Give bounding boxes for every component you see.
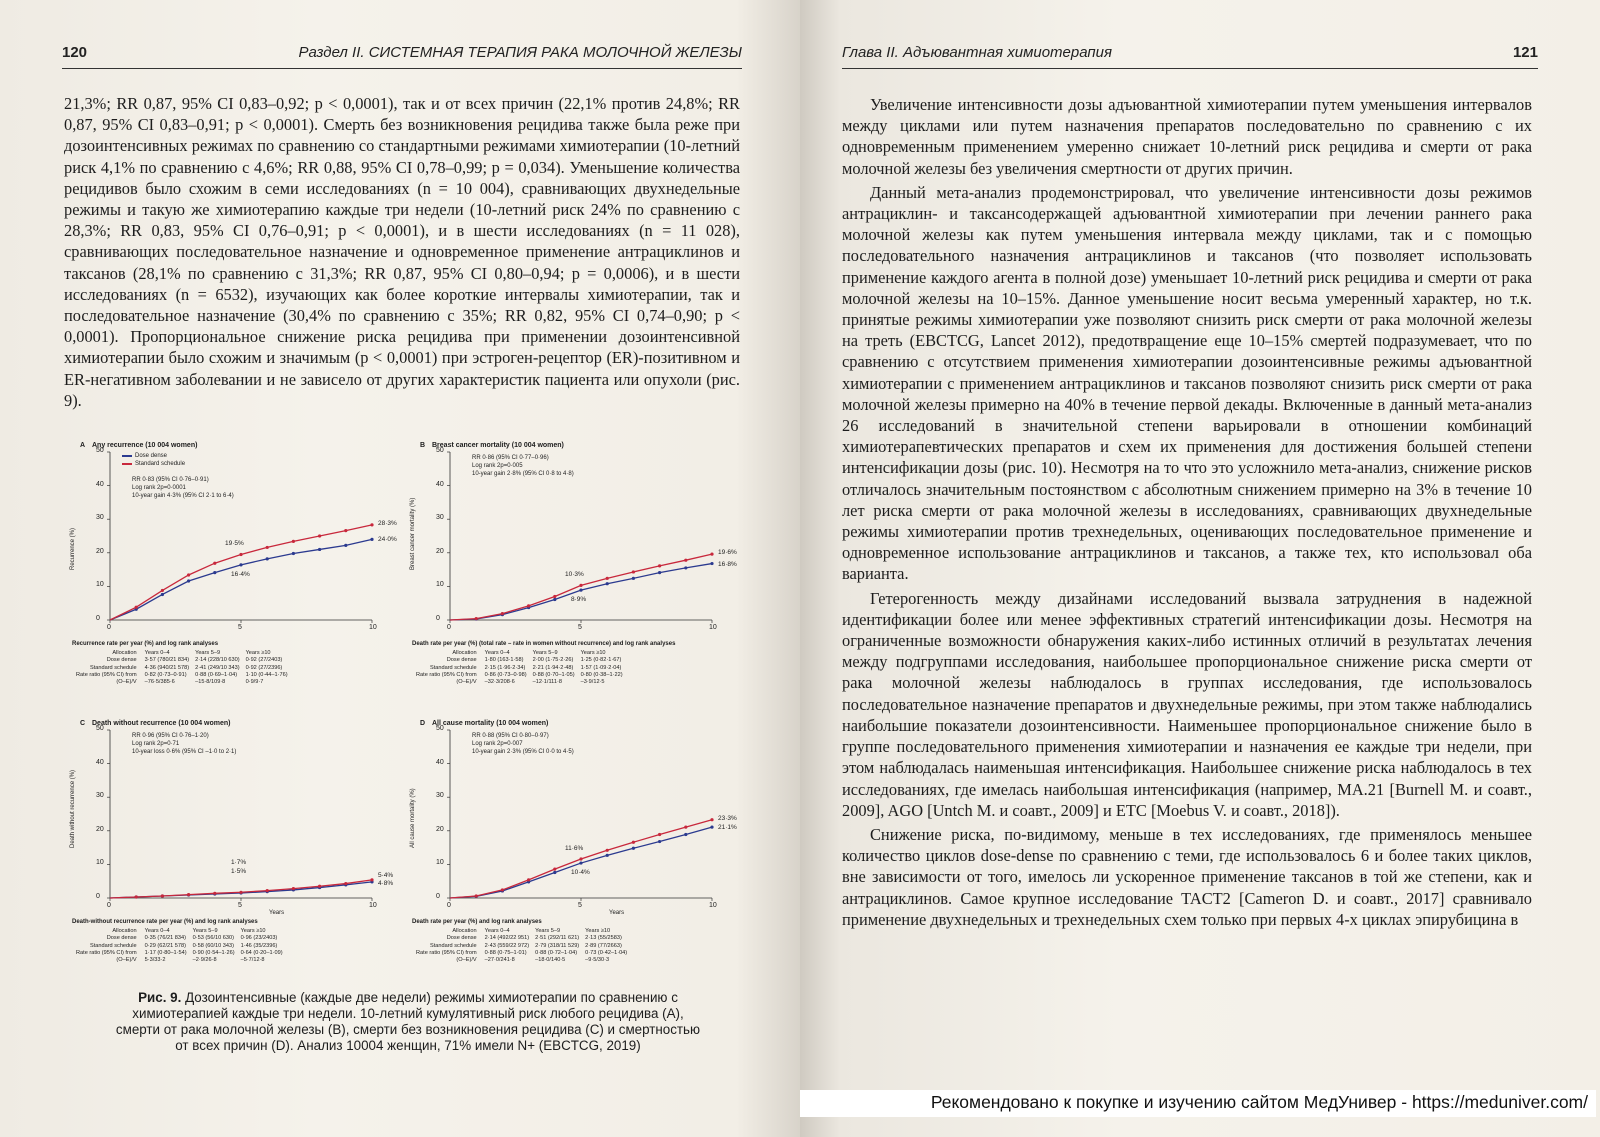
stat-line: RR 0·86 (95% CI 0·77–0·96) [472, 455, 549, 461]
stat-line: RR 0·96 (95% CI 0·76–1·20) [132, 733, 209, 739]
table-header-cell: Allocation [452, 928, 477, 934]
data-label: 4·8% [378, 879, 394, 887]
y-tick-label: 20 [96, 547, 104, 555]
paragraph: Гетерогенность между дизайнами исследований вызвала затруднения в надежной идентификации более или менее эффективных стратегий интенсификации дозы. Несмотря на ограниченные возможности обнаружения каких-либо истинных отличий в результатах лечения между подгруппами исследования, наибольшее пропорциональное снижение риска смерти от рака молочной железы наблюдалось в группах исследования, где использовалось последовательное назначение препаратов и двухнедельные режимы, при этом также наблюдались наибольшие показатели дозоинтенсивности. Наименьшее пропорциональное снижение было в группе последовательного применения химиотерапии и назначения ее каждые три недели, при этом наблюдалась наименьшая интенсификация. Наибольшее снижение риска наблюдалось в тех исследованиях, где имелась наибольшая интенсификация (например, MA.21 [Burnell M. и соавт., 2009], AGO [Untch M. и соавт., 2009] и ETC [Moebus V. и соавт., 2018]). [842, 588, 1532, 820]
table-row [76, 679, 294, 686]
data-point [684, 566, 687, 569]
data-point [632, 577, 635, 580]
table-row [416, 672, 629, 679]
table-header-row [416, 928, 633, 935]
data-label: 10·3% [565, 571, 584, 579]
data-point [606, 582, 609, 585]
table-cell: 0·92 (27/2403) [245, 657, 283, 664]
paragraph: Увеличение интенсивности дозы адъювантной химиотерапии путем уменьшения интервалов между циклами или путем назначения препаратов последовательно по сравнению с их одновременным применением умеренно снижает 10-летний риск рецидива и смерти от рака молочной железы без увеличения смертности от других причин. [842, 95, 1532, 178]
data-point [239, 553, 242, 556]
data-point [579, 588, 582, 591]
table-cell: 0·86 (0·73–0·98) [484, 671, 527, 678]
table-row [76, 665, 294, 672]
data-point [501, 888, 504, 891]
y-tick-label: 20 [436, 825, 444, 833]
table-cell: 0·35 (76/21 834) [144, 935, 186, 942]
panel-title: Breast cancer mortality (10 004 women) [432, 442, 564, 449]
y-tick-label: 30 [436, 514, 444, 522]
table-cell: 2·89 (77/2663) [585, 942, 622, 949]
rate-table [416, 650, 629, 686]
footer-banner: Рекомендовано к покупке и изучению сайтом МедУнивер - https://meduniver.com/ [800, 1090, 1596, 1117]
data-point [579, 857, 582, 860]
data-point [710, 826, 713, 829]
line-chart [412, 718, 748, 918]
table-cell: 0·88 (0·75–1·01) [484, 949, 527, 956]
table-cell: 1·57 (1·09·2·04) [580, 664, 622, 671]
table-cell: –27·0/241·8 [484, 957, 515, 964]
y-tick-label: 10 [96, 581, 104, 589]
data-point [553, 598, 556, 601]
data-point [161, 593, 164, 596]
legend-label: Dose dense [135, 453, 168, 459]
data-point [527, 878, 530, 881]
series-line-standard [450, 554, 712, 620]
table-cell: 0·29 (62/21 578) [144, 942, 186, 949]
table-row [416, 665, 629, 672]
y-tick-label: 0 [96, 615, 100, 622]
data-point [553, 595, 556, 598]
table-header-cell: Years 0–4 [144, 650, 170, 656]
paragraph: Данный мета-анализ продемонстрировал, что увеличение интенсивности дозы режимов антрациклин- и таксансодержащей адъювантной химиотерапии при лечении раннего рака молочной железы как путем уменьшения интервала между циклами, так и с помощью последовательного назначения антрациклинов и таксанов (что позволяет использовать применение каждого агента в полной дозе) уменьшает 10-летний риск рецидива и смерти от рака молочной железы на 10–15%. Данное уменьшение носит весьма умеренный характер, но т.к. принятые режимы химиотерапии уже позволяют снизить риск смерти от рака молочной железы на треть (EBCTCG, Lancet 2012), предотвращение еще 10–15% смертей подразумевает, что по сравнению с отсутствием применения химиотерапии дозоинтенсивные режимы адъювантной химиотерапии с применением антрациклинов и таксанов позволяют снизить риск смерти от рака молочной железы примерно на 40% в течение первой декады. Включенные в данный мета-анализ 26 исследований в значительной степени варьировали в отношении комбинаций химиотерапевтических препаратов и схем их применения для достижения большей степени интенсификации дозы (рис. 10). Несмотря на то что это усложнило мета-анализ, снижение рисков отличалось значительным постоянством с абсолютным снижением примерно на 3% в течение 10 лет риска смерти от рака молочной железы в исследованиях, сравнивающих двухнедельные режимы химиотерапии против трехнедельных, оценивающих последовательное применение и одновременное использование антрациклинов и таксанов, а также тех, кто использовал оба варианта. [842, 182, 1532, 584]
table-header-cell: Years 5–9 [535, 928, 561, 934]
row-label: Rate ratio (95% CI) from [416, 671, 477, 678]
data-point [370, 878, 373, 881]
data-label: 19·5% [225, 540, 244, 548]
data-point [318, 885, 321, 888]
caption-label: Рис. 9. [138, 990, 182, 1005]
table-cell: 3·57 (780/21 834) [144, 657, 190, 664]
x-tick-label: 0 [447, 902, 451, 909]
table-cell: –15·8/109·8 [195, 679, 226, 686]
data-point [632, 841, 635, 844]
table-header-cell: Years ≥10 [580, 650, 606, 656]
rate-table [76, 928, 289, 964]
table-header-cell: Years 0–4 [484, 928, 510, 934]
data-point [553, 871, 556, 874]
data-point [292, 540, 295, 543]
table-row [416, 957, 633, 964]
y-tick-label: 50 [96, 725, 104, 732]
table-cell: 2·15 (1·96·2·34) [484, 664, 526, 671]
running-header-right [842, 40, 1538, 69]
data-label: 10·4% [571, 869, 590, 877]
table-cell: 1·46 (35/2396) [240, 942, 278, 949]
data-label: 1·5% [231, 868, 247, 876]
data-point [501, 612, 504, 615]
data-point [710, 553, 713, 556]
data-point [292, 887, 295, 890]
stat-line: RR 0·83 (95% CI 0·76–0·91) [132, 477, 209, 483]
y-axis-label: Death without recurrence (%) [70, 769, 76, 848]
data-point [213, 892, 216, 895]
table-cell: –18·0/140·5 [535, 957, 566, 964]
data-point [710, 562, 713, 565]
data-point [710, 818, 713, 821]
table-header-cell: Allocation [112, 650, 137, 656]
row-label: (O–E)/V [116, 679, 137, 686]
table-row [416, 950, 633, 957]
y-tick-label: 40 [436, 758, 444, 766]
y-tick-label: 10 [436, 581, 444, 589]
data-point [370, 538, 373, 541]
table-header-cell: Years 5–9 [532, 650, 558, 656]
x-tick-label: 10 [709, 624, 717, 631]
running-header-left [62, 40, 742, 69]
y-tick-label: 10 [436, 859, 444, 867]
table-header-row [416, 650, 629, 657]
panel-title: Death without recurrence (10 004 women) [92, 720, 231, 727]
chart-panel-a [72, 440, 408, 714]
data-point [266, 557, 269, 560]
data-point [684, 559, 687, 562]
x-tick-label: 5 [238, 624, 242, 631]
axes [110, 452, 372, 620]
chart-panel-b [412, 440, 748, 714]
table-header-row [76, 650, 294, 657]
figure-caption [110, 990, 706, 1054]
data-point [684, 826, 687, 829]
table-cell: 1·25 (0·82·1·67) [580, 657, 622, 664]
table-cell: 2·51 (292/11 621) [535, 935, 580, 942]
row-label: Dose dense [106, 657, 137, 664]
table-cell: 5·3/33·2 [144, 957, 166, 964]
x-tick-label: 10 [369, 624, 377, 631]
data-point [658, 833, 661, 836]
stat-line: 10-year loss 0·6% (95% CI –1·0 to 2·1) [132, 749, 237, 755]
data-point [135, 606, 138, 609]
table-cell: 2·14 (228/10 630) [195, 657, 240, 664]
table-cell: 2·00 (1·75·2·26) [532, 657, 574, 664]
y-tick-label: 0 [96, 893, 100, 900]
table-cell: 0·92 (27/2396) [245, 664, 283, 671]
table-cell: 0·82 (0·73–0·91) [144, 671, 187, 678]
table-cell: 2·79 (318/11 529) [535, 942, 580, 949]
table-header-cell: Years ≥10 [245, 650, 271, 656]
data-point [161, 894, 164, 897]
table-cell: 1·10 (0·44–1·76) [245, 671, 288, 678]
y-tick-label: 20 [436, 547, 444, 555]
data-point [187, 893, 190, 896]
data-point [684, 833, 687, 836]
rate-table-title: Death rate per year (%) and log rank analyses [412, 919, 542, 925]
data-point [187, 579, 190, 582]
y-tick-label: 10 [96, 859, 104, 867]
data-point [632, 847, 635, 850]
table-cell: 0·90 (0·54–1·26) [192, 949, 235, 956]
row-label: Rate ratio (95% CI) from [76, 949, 137, 956]
data-point [135, 895, 138, 898]
data-label: 24·0% [378, 536, 397, 544]
stat-line: Log rank 2p=0·007 [472, 741, 523, 747]
panel-letter: A [80, 442, 86, 449]
table-row [416, 935, 633, 942]
data-point [239, 563, 242, 566]
data-point [344, 544, 347, 547]
body-text [64, 93, 740, 411]
row-label: Standard schedule [89, 664, 137, 671]
data-point [527, 604, 530, 607]
data-point [579, 584, 582, 587]
y-tick-label: 20 [96, 825, 104, 833]
rate-table [76, 650, 294, 686]
data-point [266, 889, 269, 892]
table-cell: 0·80 (0·38–1·22) [580, 671, 623, 678]
page-number: 121 [1512, 44, 1538, 61]
table-row [76, 957, 289, 964]
table-header-cell: Years ≥10 [240, 928, 266, 934]
stat-line: 10-year gain 4·3% (95% CI 2·1 to 6·4) [132, 493, 234, 499]
data-point [658, 840, 661, 843]
x-tick-label: 0 [107, 624, 111, 631]
data-point [266, 546, 269, 549]
data-point [606, 577, 609, 580]
stat-line: Log rank 2p=0·005 [472, 463, 523, 469]
paragraph: Снижение риска, по-видимому, меньше в тех исследованиях, где применялось меньшее количество циклов dose-dense по сравнению с теми, где использовалось 6 и более таких циклов, вне зависимости от того, имелось ли ускоренное применение таксанов в той же степени, как и антрациклинов. Самое крупное исследование TACT2 [Cameron D. и соавт., 2017] сравнивало применение двухнедельных и трехнедельных схем только при первых 4-х циклах эпирубицина в [842, 824, 1532, 929]
rate-table-title: Death rate per year (%) (total rate – rate in women without recurrence) and log rank analyses [412, 641, 676, 647]
data-point [213, 571, 216, 574]
table-cell: 2·43 (559/22 972) [484, 942, 530, 949]
data-point [606, 854, 609, 857]
table-header-row [76, 928, 289, 935]
data-point [606, 849, 609, 852]
x-tick-label: 0 [107, 902, 111, 909]
chart-panel-d [412, 718, 748, 992]
table-header-cell: Years 0–4 [144, 928, 170, 934]
data-point [553, 868, 556, 871]
row-label: Standard schedule [429, 664, 477, 671]
right-page [800, 0, 1600, 1137]
data-point [318, 534, 321, 537]
table-row [76, 943, 289, 950]
row-label: Standard schedule [429, 942, 477, 949]
row-label: Dose dense [446, 657, 477, 664]
data-point [475, 894, 478, 897]
panel-title: Any recurrence (10 004 women) [92, 442, 198, 449]
data-point [213, 562, 216, 565]
data-label: 16·8% [718, 560, 737, 568]
table-header-cell: Years 5–9 [192, 928, 218, 934]
data-point [292, 552, 295, 555]
table-cell: 4·36 (940/21 578) [144, 664, 190, 671]
data-point [579, 861, 582, 864]
stat-line: Log rank 2p=0·0001 [132, 485, 186, 491]
stat-line: RR 0·88 (95% CI 0·80–0·97) [472, 733, 549, 739]
table-row [76, 935, 289, 942]
table-cell: 2·14 (492/22 951) [484, 935, 530, 942]
table-header-cell: Years 0–4 [484, 650, 510, 656]
page-number: 120 [62, 44, 88, 61]
data-point [658, 571, 661, 574]
y-tick-label: 40 [96, 758, 104, 766]
rate-table [416, 928, 633, 964]
table-cell: –9·5/30·3 [585, 957, 610, 964]
panel-letter: D [420, 720, 426, 727]
x-tick-label: 5 [578, 624, 582, 631]
y-tick-label: 50 [96, 447, 104, 454]
row-label: Dose dense [446, 935, 477, 942]
data-label: 28·3% [378, 519, 397, 527]
x-tick-label: 10 [369, 902, 377, 909]
table-cell: 0·9/9·7 [245, 679, 264, 686]
table-cell: 0·73 (0·42–1·04) [585, 949, 628, 956]
data-label: 8·9% [571, 596, 587, 604]
table-row [76, 657, 294, 664]
row-label: (O–E)/V [116, 957, 137, 964]
x-tick-label: 0 [447, 624, 451, 631]
row-label: Standard schedule [89, 942, 137, 949]
table-cell: –12·1/111·8 [532, 679, 562, 686]
data-point [658, 564, 661, 567]
data-label: 5·4% [378, 871, 394, 879]
table-header-cell: Allocation [452, 650, 477, 656]
table-row [76, 672, 294, 679]
data-label: 19·6% [718, 549, 737, 557]
table-header-cell: Allocation [112, 928, 137, 934]
stat-line: 10-year gain 2·3% (95% CI 0·0 to 4·5) [472, 749, 574, 755]
table-cell: 0·96 (23/2403) [240, 935, 278, 942]
row-label: Rate ratio (95% CI) from [416, 949, 477, 956]
rate-table-title: Death-without recurrence rate per year (%) and log rank analyses [72, 919, 258, 925]
y-axis-label: Breast cancer mortality (%) [410, 497, 416, 570]
data-label: 11·6% [565, 845, 584, 853]
row-label: (O–E)/V [456, 957, 477, 964]
table-cell: 0·64 (0·20–1·09) [240, 949, 283, 956]
figure-9 [72, 440, 744, 996]
y-axis-label: All cause mortality (%) [410, 788, 416, 848]
body-text [842, 94, 1532, 933]
panel-letter: B [420, 442, 426, 449]
data-point [344, 529, 347, 532]
data-label: 1·7% [231, 859, 247, 867]
table-row [416, 943, 633, 950]
y-tick-label: 50 [436, 725, 444, 732]
caption-text: Дозоинтенсивные (каждые две недели) режимы химиотерапии по сравнению с химиотерапией каждые три недели. 10-летний кумулятивный риск любого рецидива (A), смерти от рака молочной железы (B), смерти без возникновения рецидива (C) и смертностью от всех причин (D). Анализ 10004 женщин, 71% имели N+ (EBCTCG, 2019) [115, 990, 701, 1053]
table-header-cell: Years ≥10 [585, 928, 611, 934]
y-tick-label: 40 [436, 480, 444, 488]
data-point [475, 617, 478, 620]
panel-letter: C [80, 720, 86, 727]
running-title: Глава II. Адъювантная химиотерапия [842, 44, 1113, 61]
y-tick-label: 30 [436, 792, 444, 800]
x-tick-label: 5 [578, 902, 582, 909]
data-point [344, 882, 347, 885]
data-point [239, 891, 242, 894]
data-label: 23·3% [718, 814, 737, 822]
x-axis-title: Years [269, 910, 285, 916]
table-cell: –76·5/385·6 [144, 679, 175, 686]
table-cell: 1·80 (163·1·58) [484, 657, 524, 664]
table-cell: 0·88 (0·72–1·04) [535, 949, 578, 956]
y-axis-label: Recurrence (%) [70, 527, 76, 570]
y-tick-label: 30 [96, 792, 104, 800]
chart-panel-c [72, 718, 408, 992]
panel-title: All cause mortality (10 004 women) [432, 720, 549, 727]
series-line-dose-dense [110, 539, 372, 620]
table-cell: 1·17 (0·80–1·54) [144, 949, 187, 956]
axes [450, 452, 712, 620]
table-cell: 2·41 (249/10 343) [195, 664, 240, 671]
stat-line: 10-year gain 2·8% (95% CI 0·8 to 4·8) [472, 471, 574, 477]
table-cell: 0·58 (60/10 343) [192, 942, 234, 949]
table-cell: –3·9/12·5 [580, 679, 605, 686]
running-title: Раздел II. СИСТЕМНАЯ ТЕРАПИЯ РАКА МОЛОЧНОЙ ЖЕЛЕЗЫ [298, 44, 742, 61]
data-label: 21·1% [718, 824, 737, 832]
x-tick-label: 5 [238, 902, 242, 909]
table-row [416, 657, 629, 664]
line-chart [412, 440, 748, 640]
table-cell: 0·53 (56/10 630) [192, 935, 234, 942]
table-cell: –5·7/12·8 [240, 957, 265, 964]
data-point [187, 573, 190, 576]
table-cell: 2·13 (55/2583) [585, 935, 622, 942]
table-cell: –2·9/26·8 [192, 957, 217, 964]
paragraph: 21,3%; RR 0,87, 95% CI 0,83–0,92; p < 0,0001), так и от всех причин (22,1% против 24,8%; RR 0,87, 95% CI 0,83–0,91; p < 0,0001). Смерть без возникновения рецидива также была реже при дозоинтенсивных режимах по сравнению со стандартными режимами химиотерапии (10-летний риск 4,1% по сравнению с 4,6%; RR 0,88, 95% CI 0,78–0,99; p = 0,034). Уменьшение количества рецидивов было схожим в семи исследованиях (n = 10 004), сравнивающих двухнедельные режимы и такую же химиотерапию каждые три недели (10-летний риск 24% по сравнению с 28,3%; RR 0,83, 95% CI 0,76–0,91; p < 0,0001), и в шести исследованиях (n = 11 028), сравнивающих последовательное назначение и одновременное применение антрациклинов и таксанов (28,1% по сравнению с 31,3%; RR 0,87, 95% CI 0,80–0,94; p = 0,0006), и в шести исследованиях (n = 6532), изучающих как более короткие интервалы химиотерапии, так и последовательное назначение (30,4% по сравнению с 35%; RR 0,82, 95% CI 0,74–0,90; p < 0,0001). Пропорциональное снижение риска рецидива при применении дозоинтенсивной химиотерапии было схожим и значимым (p < 0,0001) при эстроген-рецептор (ER)-позитивном и ER-негативном заболевании и не зависело от других характеристик пациента или опухоли (рис. 9). [64, 94, 740, 410]
row-label: (O–E)/V [456, 679, 477, 686]
line-chart [72, 718, 408, 918]
row-label: Rate ratio (95% CI) from [76, 671, 137, 678]
x-axis-title: Years [609, 910, 625, 916]
x-tick-label: 10 [709, 902, 717, 909]
table-cell: 0·88 (0·70–1·05) [532, 671, 575, 678]
table-cell: –32·3/208·6 [484, 679, 515, 686]
stat-line: Log rank 2p=0·71 [132, 741, 180, 747]
table-row [416, 679, 629, 686]
row-label: Dose dense [106, 935, 137, 942]
data-point [161, 589, 164, 592]
y-tick-label: 0 [436, 893, 440, 900]
series-line-standard [110, 880, 372, 898]
data-label: 16·4% [231, 570, 250, 578]
table-cell: 0·88 (0·69–1·04) [195, 671, 238, 678]
y-tick-label: 0 [436, 615, 440, 622]
data-point [318, 548, 321, 551]
table-row [76, 950, 289, 957]
data-point [632, 570, 635, 573]
table-cell: 2·21 (1·94·2·48) [532, 664, 574, 671]
y-tick-label: 50 [436, 447, 444, 454]
data-point [370, 523, 373, 526]
y-tick-label: 30 [96, 514, 104, 522]
rate-table-title: Recurrence rate per year (%) and log rank analyses [72, 641, 219, 647]
table-header-cell: Years 5–9 [195, 650, 221, 656]
legend-label: Standard schedule [135, 461, 186, 467]
y-tick-label: 40 [96, 480, 104, 488]
